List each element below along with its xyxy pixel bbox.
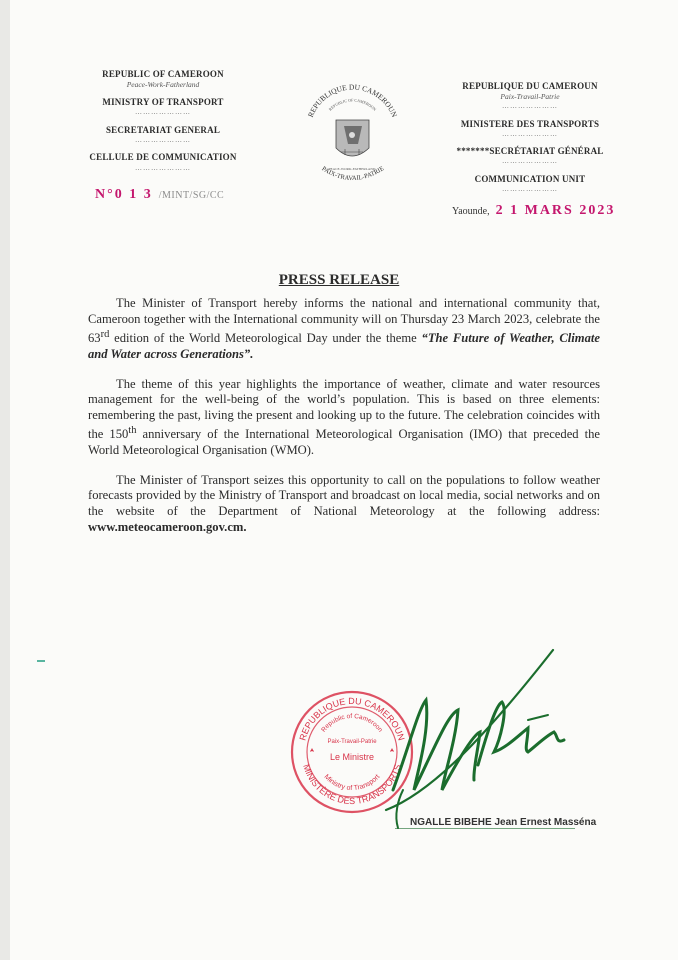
- date-line: [452, 203, 615, 219]
- scan-mark: [37, 660, 45, 662]
- country-fr: REPUBLIQUE DU CAMEROUN: [462, 81, 598, 91]
- paragraph-2: [88, 377, 600, 459]
- header-right: [445, 80, 615, 194]
- signatory-name: NGALLE BIBEHE Jean Ernest Masséna: [410, 817, 597, 828]
- p2-text-b: anniversary of the International Meteorological Organisation (IMO) that preceded the World Meteorological Organisation (WMO).: [88, 427, 600, 458]
- secretariat-fr: *******SECRÉTARIAT GÉNÉRAL: [456, 146, 604, 157]
- p3-text-a: The Minister of Transport seizes this opportunity to call on the populations to follow weather forecasts provided by the Ministry of Transport and broadcast on local media, social networks and on the website of the Department of National Meteorology at the following address:: [88, 472, 600, 518]
- p1-text-b: edition of the World Meteorological Day under the theme: [109, 331, 422, 346]
- seal-inner-mid: Paix-Travail-Patrie: [327, 739, 377, 745]
- separator: …………………: [135, 108, 191, 117]
- seal-outer-bottom: MINISTÈRE DES TRANSPORTS: [301, 762, 403, 807]
- motto-en: Peace-Work-Fatherland: [126, 80, 200, 90]
- emblem-inner-text: REPUBLIC OF CAMEROON: [327, 97, 378, 112]
- ministry-fr: MINISTERE DES TRANSPORTS: [460, 118, 600, 129]
- signature-underline: [395, 828, 575, 829]
- website-url: www.meteocameroon.gov.cm.: [88, 519, 247, 534]
- separator: …………………: [502, 157, 558, 166]
- paragraph-1: [88, 296, 600, 363]
- ministry-en: MINISTRY OF TRANSPORT: [102, 97, 224, 108]
- reference-suffix: /MINT/SG/CC: [158, 190, 225, 201]
- scan-edge: [0, 0, 10, 960]
- date-stamp: 2 1 MARS 2023: [495, 203, 616, 218]
- emblem-bottom-small: PEACE-WORK-FATHERLAND: [328, 167, 376, 171]
- separator: …………………: [135, 163, 191, 172]
- motto-fr: Paix-Travail-Patrie: [500, 92, 560, 102]
- separator: …………………: [502, 102, 558, 111]
- unit-en: CELLULE DE COMMUNICATION: [89, 152, 237, 163]
- p2-sup: th: [128, 425, 137, 437]
- emblem-top-text: REPUBLIQUE DU CAMEROUN: [305, 82, 400, 119]
- seal-inner-bottom: Ministry of Transport: [322, 773, 382, 793]
- date-place: Yaounde,: [452, 206, 490, 217]
- page-title: PRESS RELEASE: [278, 272, 400, 288]
- reference-number: [95, 187, 224, 203]
- theme-text: “The Future of Weather, Climate and Water across Generations”.: [88, 331, 600, 361]
- p1-text-a: The Minister of Transport hereby informs the national and international community that, Cameroon together with the International community will on Thursday 23 March 2023, celebrate the 63: [88, 296, 600, 346]
- reference-stamp: N°0 1 3: [95, 187, 153, 202]
- secretariat-en: SECRETARIAT GENERAL: [105, 124, 221, 135]
- p2-text-a: The theme of this year highlights the importance of weather, climate and water resources management for the well-being of the world’s population. This is based on three elements: remembering the past, living the present and looking up to the future. The celebration coincides with the 150: [88, 376, 600, 442]
- country-en: REPUBLIC OF CAMEROON: [102, 69, 224, 79]
- signature-icon: [378, 640, 588, 840]
- unit-fr: COMMUNICATION UNIT: [474, 173, 586, 184]
- seal-center: Le Ministre: [329, 752, 375, 762]
- press-release-body: [88, 296, 600, 549]
- paragraph-3: [88, 473, 600, 535]
- separator: …………………: [502, 185, 558, 193]
- separator: …………………: [502, 129, 558, 138]
- emblem-bottom-text: PAIX-TRAVAIL-PATRIE: [320, 165, 386, 183]
- separator: …………………: [135, 135, 191, 144]
- seal-inner-top: Republic of Cameroon: [320, 712, 384, 734]
- p1-sup: rd: [100, 329, 110, 341]
- seal-outer-top: REPUBLIQUE DU CAMEROUN: [297, 695, 407, 742]
- header-left: [78, 68, 248, 173]
- coat-of-arms-icon: [300, 80, 405, 195]
